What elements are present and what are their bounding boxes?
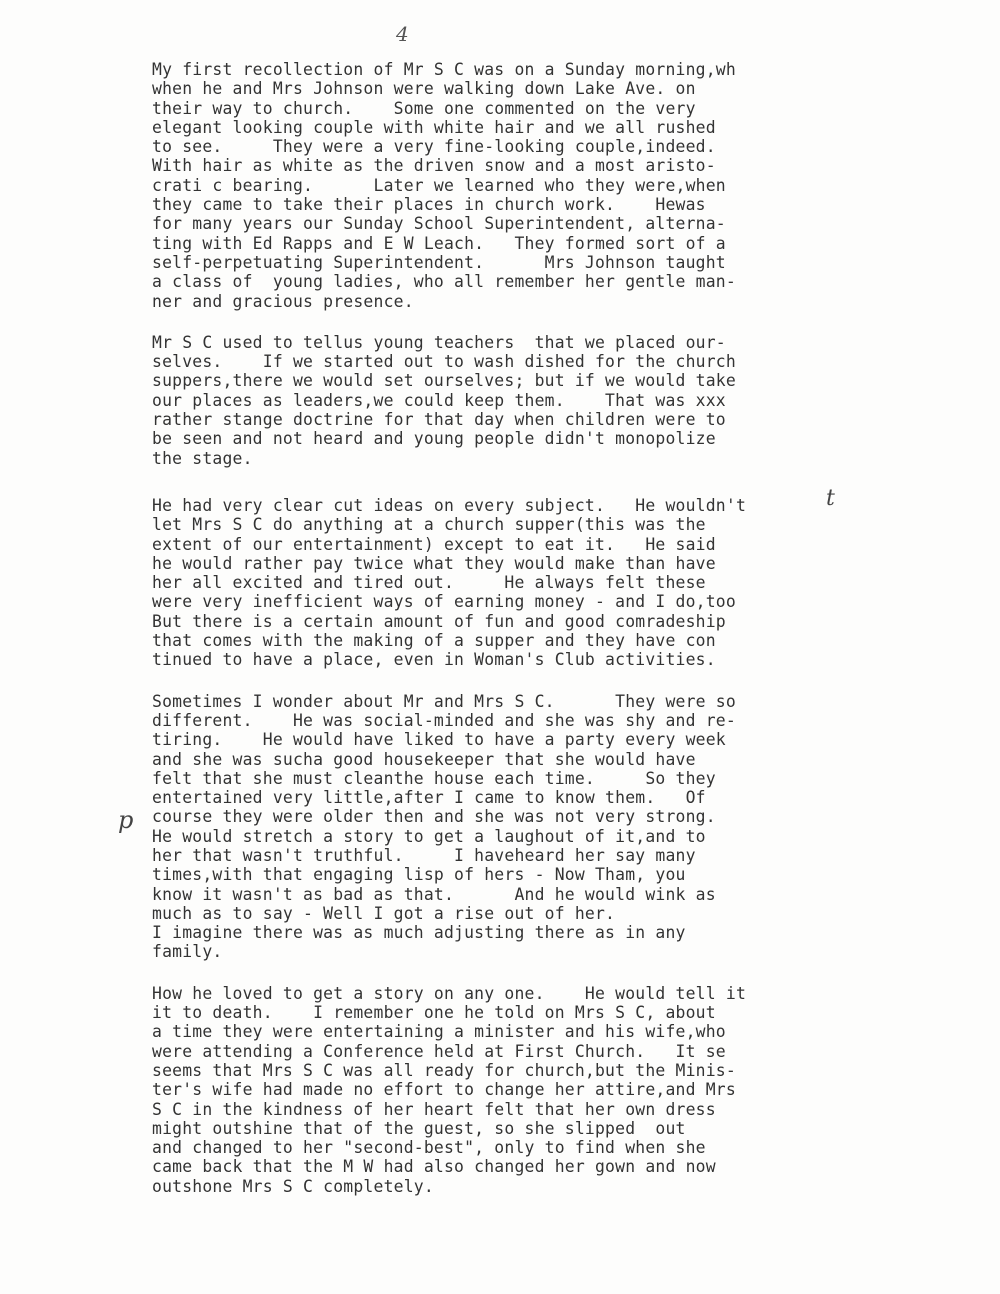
letter-body: [152, 60, 872, 1216]
paragraph-sometimes-i-wonder: Sometimes I wonder about Mr and Mrs S C. They were so different. He was social-minded and she was shy and re- tiring. He would have liked to have a party every week and she was sucha good housekeeper that she would have felt that she must cleanthe house each time. So they entertained very little,after I came to know them. Of course they were older then and she was not very strong. He would stretch a story to get a laughout of it,and to her that wasn't truthful. I haveheard her say many times,with that engaging lisp of hers - Now Tham, you know it wasn't as bad as that. And he would wink as much as to say - Well I got a rise out of her. I imagine there was as much adjusting there as in any family.: [152, 691, 736, 962]
paragraph-first-recollection: My first recollection of Mr S C was on a Sunday morning,wh when he and Mrs Johnson were walking down Lake Ave. on their way to church. Some one commented on the very elegant looking couple with white hair and we all rushed to see. They were a very fine-looking couple,indeed. With hair as white as the driven snow and a most aristo- crati c bearing. Later we learned who they were,when they came to take their places in church work. Hewas for many years our Sunday School Superintendent, alterna- ting with Ed Rapps and E W Leach. They formed sort of a self-perpetuating Superintendent. Mrs Johnson taught a class of young ladies, who all remember her gentle man- ner and gracious presence.: [152, 60, 736, 311]
handwritten-margin-note-p: p: [118, 806, 134, 834]
page-number: 4: [396, 22, 409, 46]
paragraph-young-teachers: Mr S C used to tellus young teachers that we placed our- selves. If we started out to wash dished for the church suppers,there we would set ourselves; but if we would take our places as leaders,we could keep them. That was xxx rather stange doctrine for that day when children were to be seen and not heard and young people didn't monopolize the stage.: [152, 332, 736, 468]
paragraph-loved-a-story: How he loved to get a story on any one. He would tell it it to death. I remember one he told on Mrs S C, about a time they were entertaining a minister and his wife,who were attending a Conference held at First Church. It se seems that Mrs S C was all ready for church,but the Minis- ter's wife had made no effort to change her attire,and Mrs S C in the kindness of her heart felt that her own dress might outshine that of the guest, so she slipped out and changed to her "second-best", only to find when she came back that the M W had also changed her gown and now outshone Mrs S C completely.: [152, 983, 747, 1196]
handwritten-margin-note-t: t: [826, 486, 835, 511]
paragraph-clear-cut-ideas: He had very clear cut ideas on every subject. He wouldn't let Mrs S C do anything at a church supper(this was the extent of our entertainment) except to eat it. He said he would rather pay twice what they would make than have her all excited and tired out. He always felt these were very inefficient ways of earning money - and I do,too But there is a certain amount of fun and good comradeship that comes with the making of a supper and they have con tinued to have a place, even in Woman's Club activities.: [152, 495, 747, 670]
